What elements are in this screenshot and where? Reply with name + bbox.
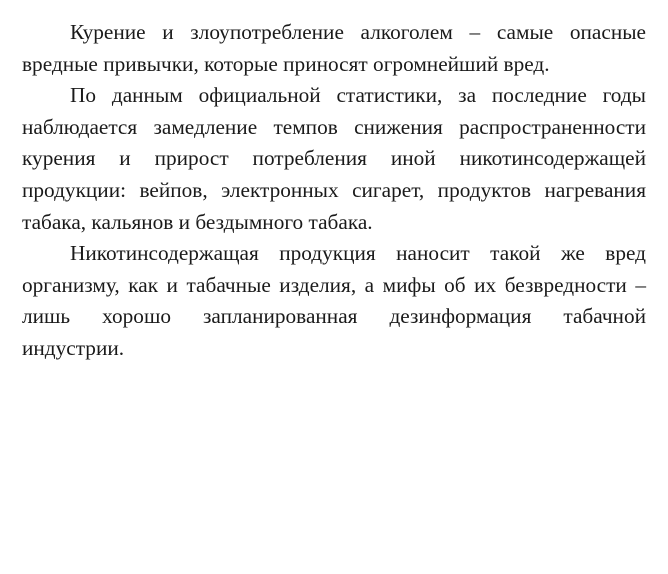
paragraph-nicotine-products: Никотинсодержащая продукция наносит такой же вред организму, как и табачные изделия, а мифы об их безвредности – лишь хорошо запланированная дезинформация табачной индустрии. [22,241,646,360]
paragraph-smoking-alcohol: Курение и злоупотребление алкоголем – самые опасные вредные привычки, которые приносят огромнейший вред. [22,20,646,76]
paragraph-statistics: По данным официальной статистики, за последние годы наблюдается замедление темпов снижения распространенности курения и прирост потребления иной никотинсодержащей продукции: вейпов, электронных сигарет, продуктов нагревания табака, кальянов и бездымного табака. [22,83,646,234]
document-body [22,17,646,365]
